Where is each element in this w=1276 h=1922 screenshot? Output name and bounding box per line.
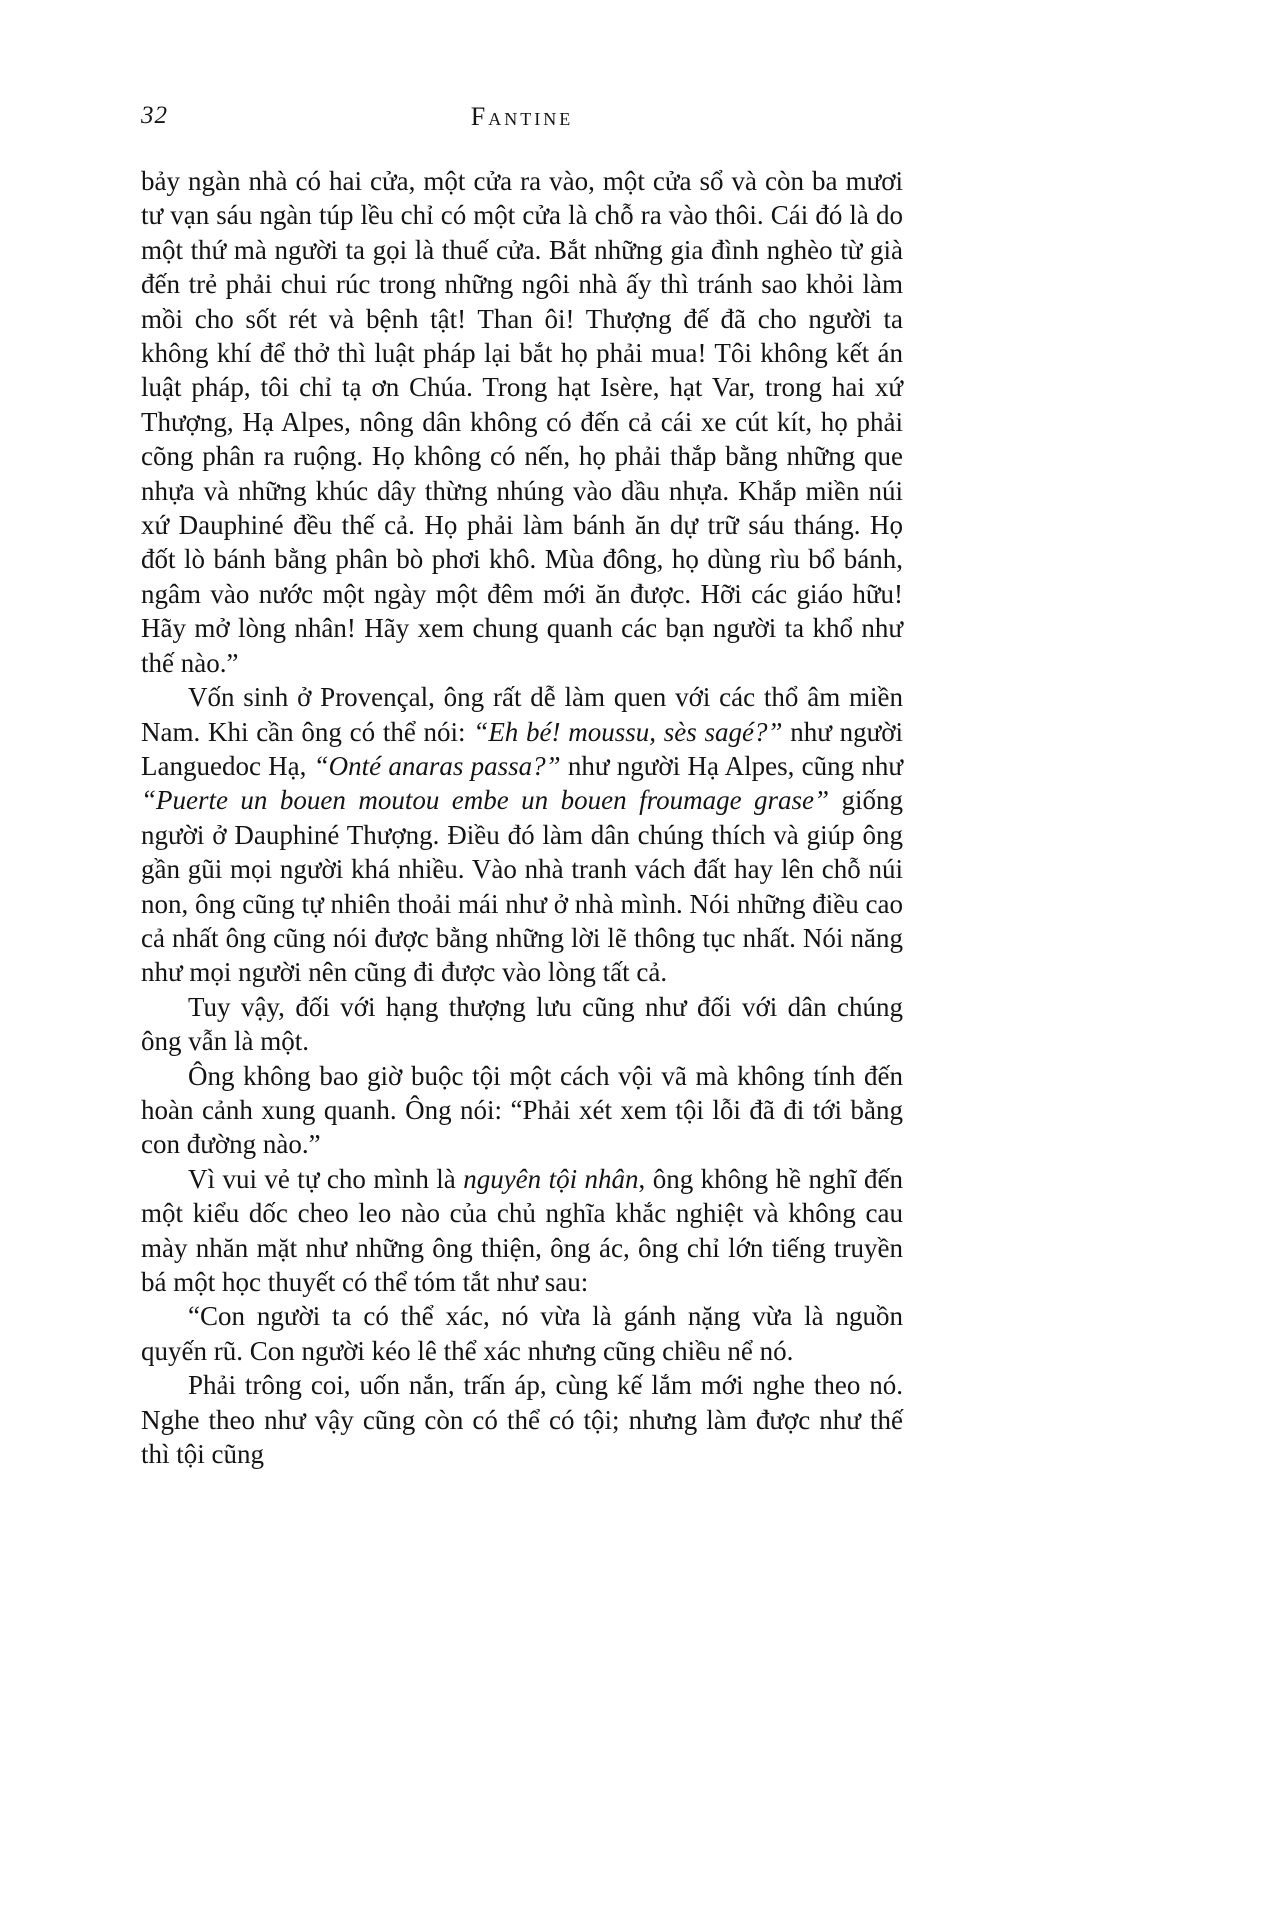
text-run: Tuy vậy, đối với hạng thượng lưu cũng như đối với dân chúng ông vẫn là một. xyxy=(141,991,903,1057)
text-run: “Con người ta có thể xác, nó vừa là gánh nặng vừa là nguồn quyến rũ. Con người kéo lê thể xác nhưng cũng chiều nể nó. xyxy=(141,1301,903,1366)
italic-text-run: “Onté anaras passa?” xyxy=(313,750,561,781)
body-text xyxy=(141,164,903,1471)
italic-text-run: “Puerte un bouen moutou embe un bouen froumage grase” xyxy=(141,785,830,816)
text-run: Vì vui vẻ tự cho mình là xyxy=(188,1163,464,1194)
paragraph xyxy=(141,1162,903,1300)
page-content xyxy=(141,102,903,1471)
text-run: bảy ngàn nhà có hai cửa, một cửa ra vào, một cửa sổ và còn ba mươi tư vạn sáu ngàn túp lều chỉ có một cửa là chỗ ra vào thôi. Cái đó là do một thứ mà người ta gọi là thuế cửa. Bắt những gia đình nghèo từ già đến trẻ phải chui rúc trong những ngôi nhà ấy thì tránh sao khỏi làm mồi cho sốt rét và bệnh tật! Than ôi! Thượng đế đã cho người ta không khí để thở thì luật pháp lại bắt họ phải mua! Tôi không kết án luật pháp, tôi chỉ tạ ơn Chúa. Trong hạt Isère, hạt Var, trong hai xứ Thượng, Hạ Alpes, nông dân không có đến cả cái xe cút kít, họ phải cõng phân ra ruộng. Họ không có nến, họ phải thắp bằng những que nhựa và những khúc dây thừng nhúng vào dầu nhựa. Khắp miền núi xứ Dauphiné đều thế cả. Họ phải làm bánh ăn dự trữ sáu tháng. Họ đốt lò bánh bằng phân bò phơi khô. Mùa đông, họ dùng rìu bổ bánh, ngâm vào nước một ngày một đêm mới ăn được. Hỡi các giáo hữu! Hãy mở lòng nhân! Hãy xem chung quanh các bạn người ta khổ như thế nào.” xyxy=(141,166,903,678)
paragraph xyxy=(141,1368,903,1471)
text-run: như người Hạ Alpes, cũng như xyxy=(560,750,904,781)
text-run: giống người ở Dauphiné Thượng. Điều đó làm dân chúng thích và giúp ông gần gũi mọi người khá nhiều. Vào nhà tranh vách đất hay lên chỗ núi non, ông cũng tự nhiên thoải mái như ở nhà mình. Nói những điều cao cả nhất ông cũng nói được bằng những lời lẽ thông tục nhất. Nói năng như mọi người nên cũng đi được vào lòng tất cả. xyxy=(141,785,903,988)
paragraph xyxy=(141,1299,903,1368)
page-header xyxy=(141,102,903,136)
running-head: Fantine xyxy=(470,102,574,131)
page-number: 32 xyxy=(141,102,168,129)
text-run: như người Languedoc Hạ, xyxy=(141,716,903,781)
paragraph xyxy=(141,1059,903,1162)
paragraph xyxy=(141,680,903,990)
italic-text-run: “Eh bé! moussu, sès sagé?” xyxy=(473,716,783,747)
text-run: , ông không hề nghĩ đến một kiểu dốc cheo leo nào của chủ nghĩa khắc nghiệt và không cau mày nhăn mặt như những ông thiện, ông ác, ông chỉ lớn tiếng truyền bá một học thuyết có thể tóm tắt như sau: xyxy=(141,1163,903,1297)
text-run: Phải trông coi, uốn nắn, trấn áp, cùng kế lắm mới nghe theo nó. Nghe theo như vậy cũng còn có thể có tội; nhưng làm được như thế thì tội cũng xyxy=(141,1370,903,1470)
paragraph xyxy=(141,990,903,1059)
italic-text-run: nguyên tội nhân xyxy=(463,1163,639,1194)
paragraph xyxy=(141,164,903,680)
text-run: Ông không bao giờ buộc tội một cách vội vã mà không tính đến hoàn cảnh xung quanh. Ông nói: “Phải xét xem tội lỗi đã đi tới bằng con đường nào.” xyxy=(141,1060,903,1160)
text-run: Vốn sinh ở Provençal, ông rất dễ làm quen với các thổ âm miền Nam. Khi cần ông có thể nói: xyxy=(141,682,903,747)
